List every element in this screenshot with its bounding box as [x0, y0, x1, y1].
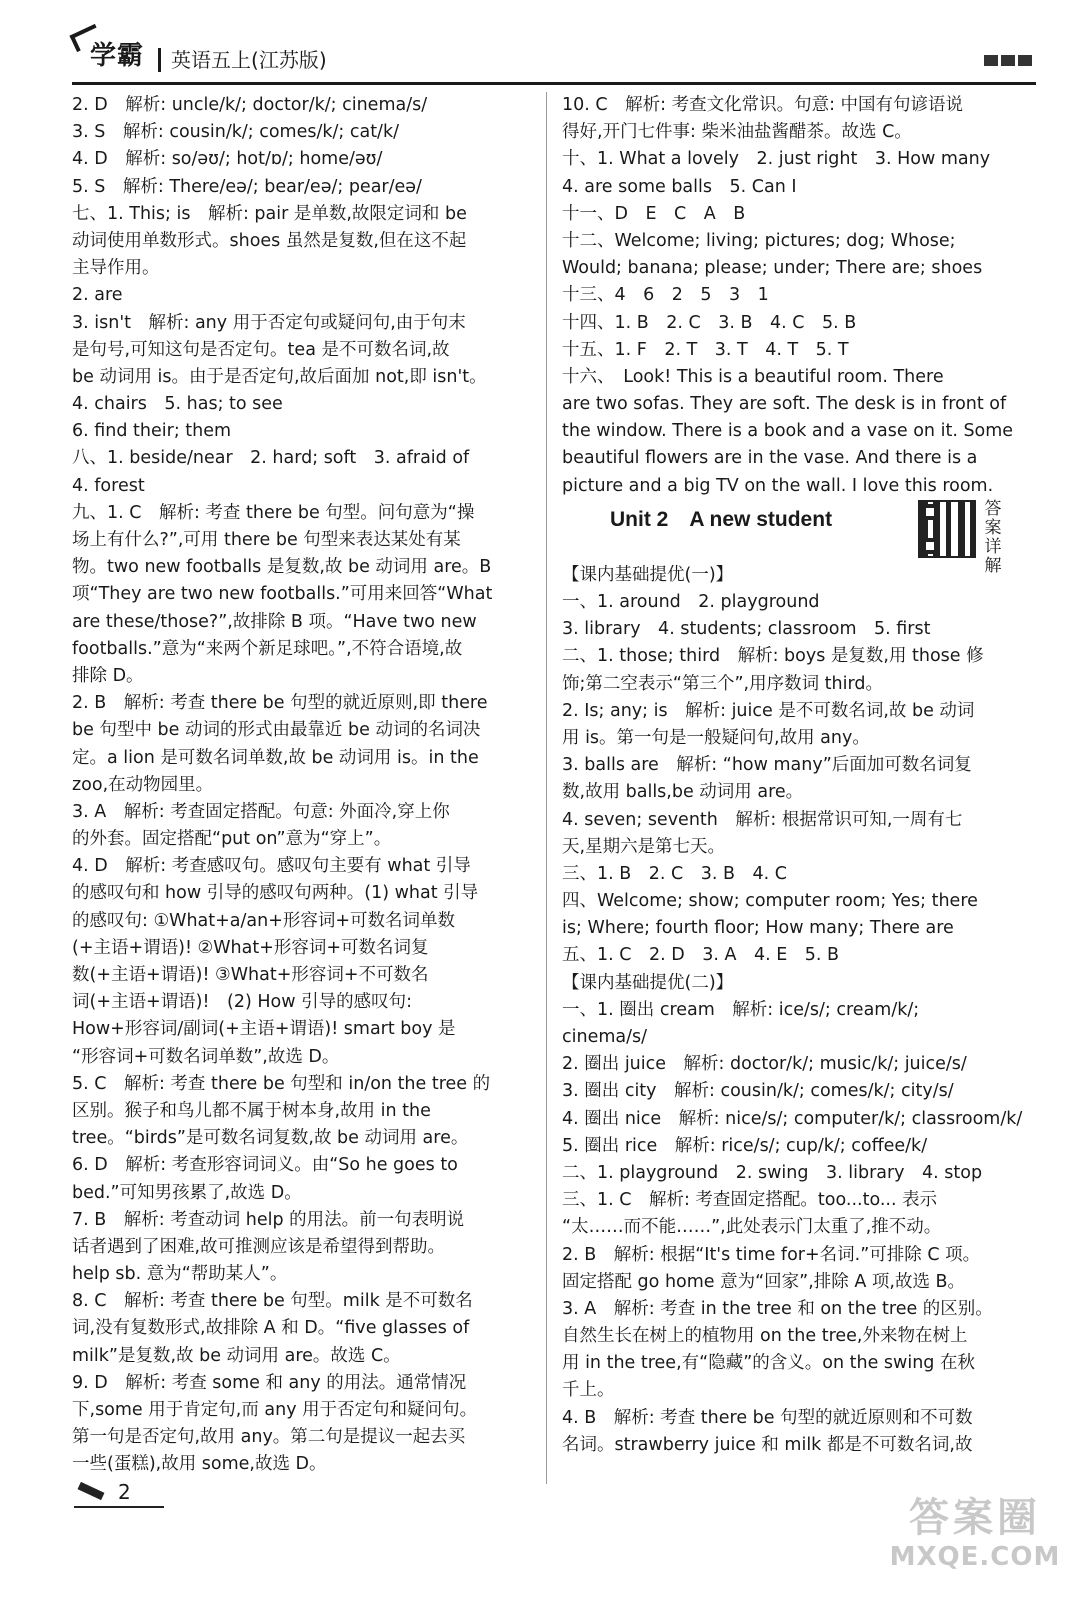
- text-line: 名词。strawberry juice 和 milk 都是不可数名词,故: [562, 1434, 973, 1455]
- text-line: 2. D 解析: uncle/k/; doctor/k/; cinema/s/: [72, 95, 428, 115]
- text-line: zoo,在动物园里。: [72, 774, 214, 795]
- text-line: 2. 圈出 juice 解析: doctor/k/; music/k/; juice/s/: [562, 1054, 967, 1075]
- text-line: “形容词+可数名词单数”,故选 D。: [72, 1046, 340, 1067]
- text-line: 十一、D E C A B: [562, 203, 746, 224]
- text-line: 千上。: [562, 1380, 615, 1401]
- text-line: beautiful flowers are in the vase. And there is a: [562, 448, 978, 469]
- text-line: 用 in the tree,有“隐藏”的含义。on the swing 在秋: [562, 1353, 975, 1374]
- text-line: 主导作用。: [72, 258, 160, 279]
- text-line: milk”是复数,故 be 动词用 are。故选 C。: [72, 1345, 401, 1366]
- text-line: 场上有什么?”,可用 there be 句型来表达某处有某: [72, 530, 461, 550]
- text-line: cinema/s/: [562, 1027, 648, 1047]
- watermark-url: MXQE.COM: [889, 1542, 1061, 1572]
- left-column: [72, 92, 534, 1479]
- text-line: 3. S 解析: cousin/k/; comes/k/; cat/k/: [72, 122, 399, 143]
- text-line: 7. B 解析: 考查动词 help 的用法。前一句表明说: [72, 1209, 465, 1230]
- text-line: 定。a lion 是可数名词单数,故 be 动词用 is。in the: [72, 747, 479, 768]
- text-line: 五、1. C 2. D 3. A 4. E 5. B: [562, 945, 840, 966]
- text-line: 2. B 解析: 根据“It's time for+名词.”可排除 C 项。: [562, 1244, 981, 1265]
- right-column-top: [562, 92, 1024, 500]
- text-line: 用 is。第一句是一般疑问句,故用 any。: [562, 727, 870, 748]
- right-column-bottom: [562, 562, 1024, 1459]
- text-line: 3. isn't 解析: any 用于否定句或疑问句,由于句末: [72, 312, 466, 333]
- text-line: 得好,开门七件事: 柴米油盐酱醋茶。故选 C。: [562, 122, 912, 143]
- text-line: 第一句是否定句,故用 any。第二句是提议一起去买: [72, 1427, 466, 1448]
- text-line: 的感叹句: ①What+a/an+形容词+可数名词单数: [72, 910, 456, 931]
- text-line: 8. C 解析: 考查 there be 句型。milk 是不可数名: [72, 1291, 473, 1312]
- text-line: 的外套。固定搭配“put on”意为“穿上”。: [72, 829, 392, 850]
- text-line: 4. D 解析: so/əʊ/; hot/ɒ/; home/əʊ/: [72, 149, 383, 170]
- text-line: 是句号,可知这句是否定句。tea 是不可数名词,故: [72, 339, 450, 360]
- text-line: 5. S 解析: There/eə/; bear/eə/; pear/eə/: [72, 176, 422, 197]
- text-line: “太……而不能……”,此处表示门太重了,推不动。: [562, 1217, 942, 1238]
- text-line: 四、Welcome; show; computer room; Yes; there: [562, 891, 978, 912]
- text-line: 七、1. This; is 解析: pair 是单数,故限定词和 be: [72, 203, 467, 224]
- text-line: 3. 圈出 city 解析: cousin/k/; comes/k/; city/s/: [562, 1081, 954, 1102]
- text-line: 排除 D。: [72, 665, 144, 686]
- qr-label: 答案详解: [984, 498, 1002, 576]
- text-line: 2. Is; any; is 解析: juice 是不可数名词,故 be 动词: [562, 700, 975, 721]
- text-line: 【课内基础提优(一)】: [562, 564, 734, 585]
- text-line: 数(+主语+谓语)! ③What+形容词+不可数名: [72, 965, 429, 985]
- right-column: [562, 92, 1024, 1459]
- book-title: 英语五上(江苏版): [158, 48, 327, 72]
- column-divider: [546, 92, 547, 1484]
- text-line: 固定搭配 go home 意为“回家”,排除 A 项,故选 B。: [562, 1271, 966, 1292]
- text-line: 话者遇到了困难,故可推测应该是希望得到帮助。: [72, 1236, 446, 1257]
- text-line: 5. 圈出 rice 解析: rice/s/; cup/k/; coffee/k/: [562, 1135, 928, 1156]
- text-line: be 动词用 is。由于是否定句,故后面加 not,即 isn't。: [72, 366, 487, 387]
- text-line: 4. D 解析: 考查感叹句。感叹句主要有 what 引导: [72, 856, 471, 877]
- text-line: 十五、1. F 2. T 3. T 4. T 5. T: [562, 339, 849, 360]
- page-header: [72, 30, 1032, 72]
- text-line: 3. balls are 解析: “how many”后面加可数名词复: [562, 755, 972, 776]
- text-line: 物。two new footballs 是复数,故 be 动词用 are。B: [72, 557, 492, 578]
- text-line: 6. D 解析: 考查形容词词义。由“So he goes to: [72, 1155, 458, 1176]
- text-line: 下,some 用于肯定句,而 any 用于否定句和疑问句。: [72, 1400, 478, 1420]
- qr-code-icon[interactable]: [918, 500, 976, 558]
- text-line: 的感叹句和 how 引导的感叹句两种。(1) what 引导: [72, 883, 479, 904]
- text-line: 4. are some balls 5. Can I: [562, 176, 797, 197]
- text-line: 4. B 解析: 考查 there be 句型的就近原则和不可数: [562, 1407, 973, 1428]
- text-line: 区别。猴子和鸟儿都不属于树本身,故用 in the: [72, 1100, 431, 1121]
- text-line: 2. B 解析: 考查 there be 句型的就近原则,即 there: [72, 693, 488, 714]
- text-line: 4. seven; seventh 解析: 根据常识可知,一周有七: [562, 809, 963, 830]
- text-line: be 句型中 be 动词的形式由最靠近 be 动词的名词决: [72, 720, 481, 741]
- text-line: is; Where; fourth floor; How many; There are: [562, 918, 954, 939]
- corner-mark-icon: [1018, 55, 1032, 66]
- text-line: tree。“birds”是可数名词复数,故 be 动词用 are。: [72, 1128, 469, 1149]
- text-line: 饰;第二空表示“第三个”,用序数词 third。: [562, 673, 883, 694]
- text-line: 2. are: [72, 285, 123, 306]
- text-line: 二、1. playground 2. swing 3. library 4. stop: [562, 1162, 983, 1183]
- text-line: the window. There is a book and a vase on it. Some: [562, 421, 1014, 442]
- text-line: 一、1. around 2. playground: [562, 592, 820, 612]
- text-line: help sb. 意为“帮助某人”。: [72, 1264, 288, 1285]
- text-line: 10. C 解析: 考查文化常识。句意: 中国有句谚语说: [562, 95, 964, 115]
- text-line: 十、1. What a lovely 2. just right 3. How many: [562, 149, 991, 170]
- text-line: 十六、 Look! This is a beautiful room. There: [562, 366, 944, 387]
- page-footer: [74, 1480, 131, 1504]
- text-line: 动词使用单数形式。shoes 虽然是复数,但在这不起: [72, 230, 467, 251]
- text-line: 3. library 4. students; classroom 5. first: [562, 619, 931, 640]
- text-line: How+形容词/副词(+主语+谓语)! smart boy 是: [72, 1019, 456, 1040]
- text-line: 4. chairs 5. has; to see: [72, 394, 283, 415]
- unit-title: Unit 2 A new student: [610, 507, 833, 531]
- text-line: 二、1. those; third 解析: boys 是复数,用 those 修: [562, 646, 984, 667]
- text-line: 十二、Welcome; living; pictures; dog; Whose;: [562, 230, 956, 251]
- text-line: 3. A 解析: 考查固定搭配。句意: 外面冷,穿上你: [72, 801, 450, 822]
- text-line: (+主语+谓语)! ②What+形容词+可数名词复: [72, 937, 429, 958]
- brand-logo: [72, 35, 144, 72]
- text-line: 【课内基础提优(二)】: [562, 972, 734, 993]
- text-line: 九、1. C 解析: 考查 there be 句型。问句意为“操: [72, 502, 475, 523]
- text-line: 3. A 解析: 考查 in the tree 和 on the tree 的区别。: [562, 1298, 993, 1319]
- text-line: 项“They are two new footballs.”可用来回答“What: [72, 584, 493, 605]
- text-line: Would; banana; please; under; There are; shoes: [562, 258, 983, 279]
- footer-rule: [74, 1506, 164, 1508]
- text-line: footballs.”意为“来两个新足球吧。”,不符合语境,故: [72, 638, 463, 659]
- text-line: 5. C 解析: 考查 there be 句型和 in/on the tree 的: [72, 1073, 491, 1094]
- text-line: are two sofas. They are soft. The desk is in front of: [562, 394, 1007, 415]
- corner-mark-icon: [1001, 55, 1015, 66]
- text-line: 自然生长在树上的植物用 on the tree,外来物在树上: [562, 1326, 968, 1347]
- corner-mark-icon: [984, 55, 998, 66]
- text-line: 9. D 解析: 考查 some 和 any 的用法。通常情况: [72, 1372, 467, 1393]
- text-line: 一、1. 圈出 cream 解析: ice/s/; cream/k/;: [562, 999, 920, 1020]
- logo-text: 学霸: [90, 41, 145, 71]
- text-line: 数,故用 balls,be 动词用 are。: [562, 782, 804, 803]
- text-line: picture and a big TV on the wall. I love this room.: [562, 475, 994, 496]
- text-line: 三、1. C 解析: 考查固定搭配。too...to... 表示: [562, 1190, 938, 1211]
- corner-marks: [984, 55, 1032, 66]
- text-line: 一些(蛋糕),故用 some,故选 D。: [72, 1454, 327, 1475]
- watermark-text: 答案圈: [909, 1495, 1041, 1541]
- text-line: 八、1. beside/near 2. hard; soft 3. afraid of: [72, 448, 470, 469]
- text-line: 十三、4 6 2 5 3 1: [562, 285, 769, 306]
- text-line: 4. 圈出 nice 解析: nice/s/; computer/k/; classroom/k/: [562, 1108, 1023, 1129]
- header-rule: [72, 82, 1036, 85]
- watermark: [880, 1494, 1070, 1572]
- page-number: 2: [118, 1480, 131, 1504]
- text-line: 词(+主语+谓语)! (2) How 引导的感叹句:: [72, 992, 412, 1013]
- text-line: 三、1. B 2. C 3. B 4. C: [562, 863, 787, 884]
- text-line: 十四、1. B 2. C 3. B 4. C 5. B: [562, 312, 857, 333]
- text-line: bed.”可知男孩累了,故选 D。: [72, 1182, 302, 1203]
- text-line: 4. forest: [72, 475, 145, 496]
- text-line: 6. find their; them: [72, 421, 232, 442]
- text-line: are these/those?”,故排除 B 项。“Have two new: [72, 611, 477, 632]
- text-line: 词,没有复数形式,故排除 A 和 D。“five glasses of: [72, 1318, 470, 1339]
- pencil-icon: [74, 1483, 108, 1501]
- text-line: 天,星期六是第七天。: [562, 836, 726, 857]
